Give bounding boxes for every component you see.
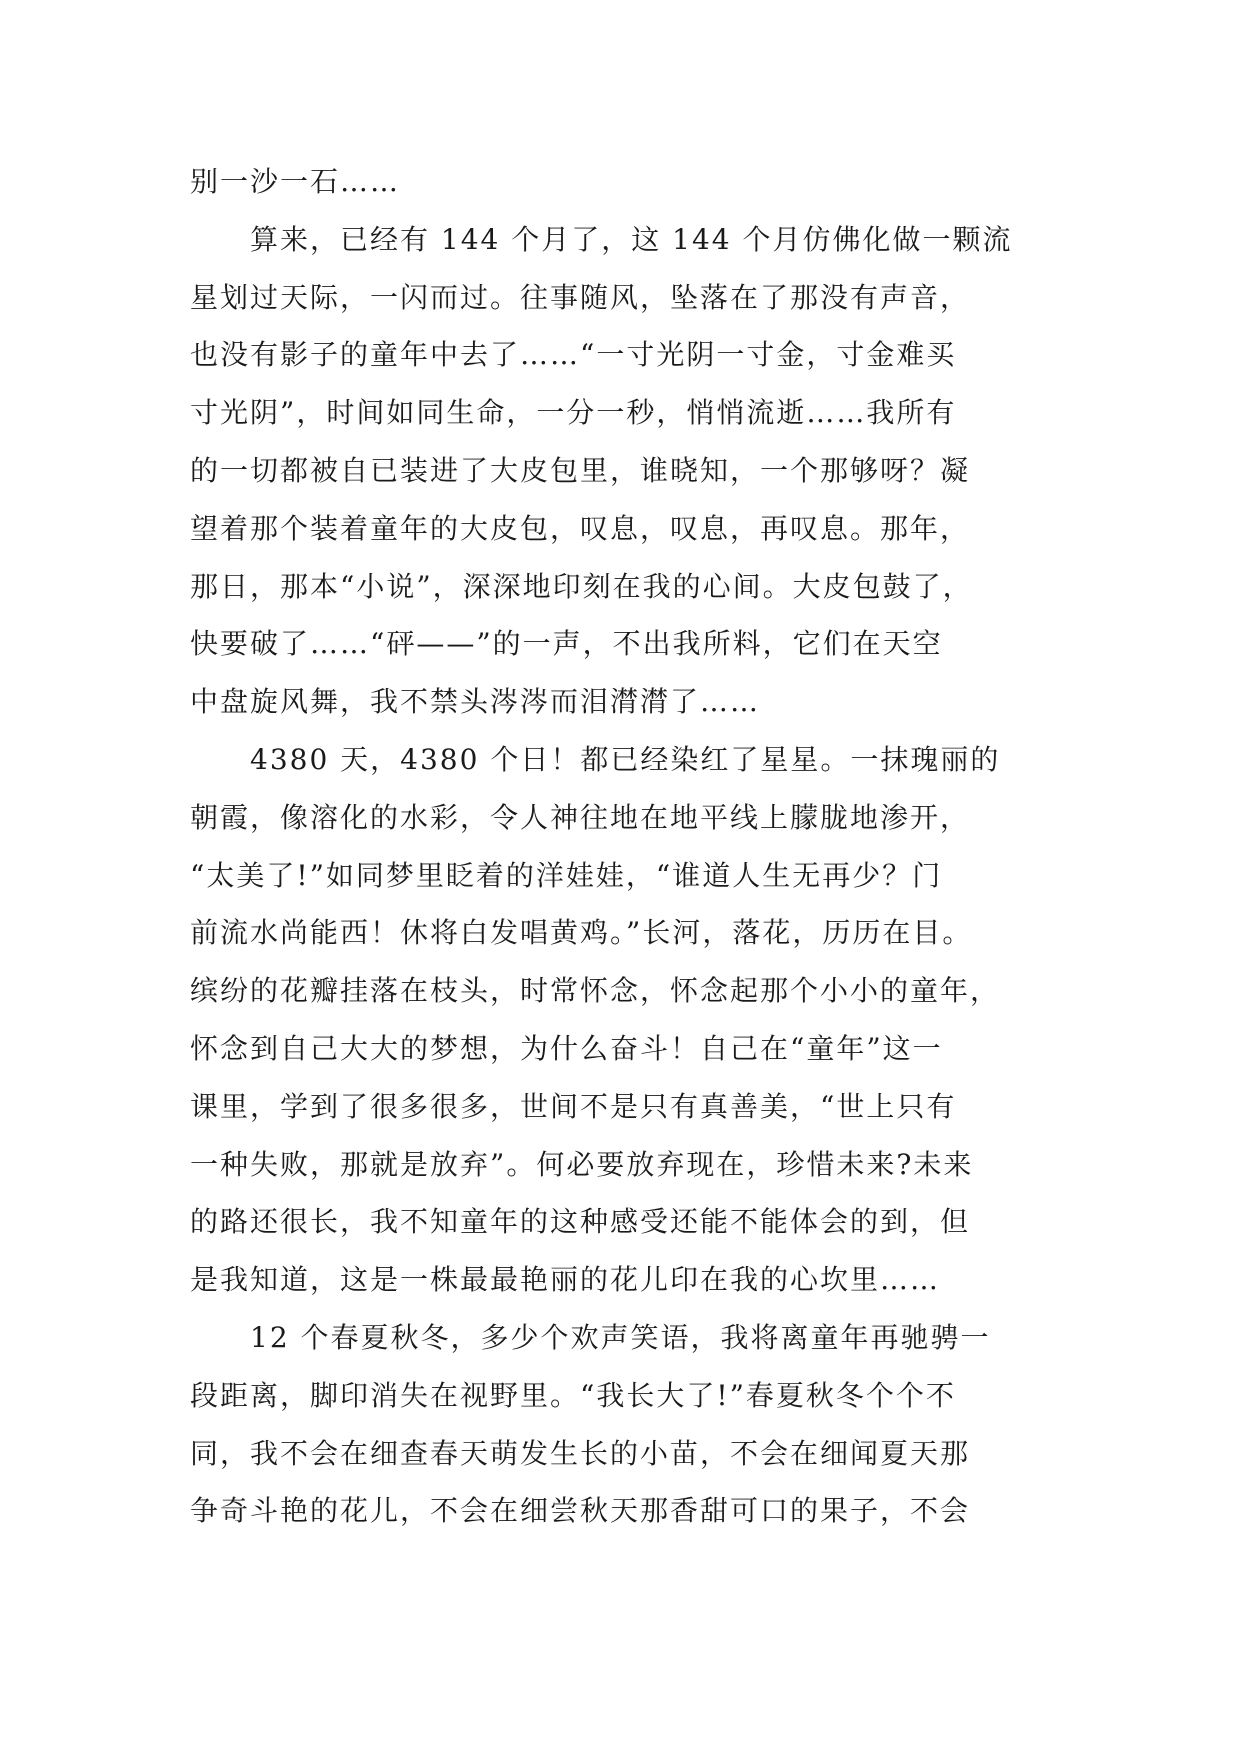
text-line-4: 也没有影子的童年中去了……“一寸光阴一寸金，寸金难买 bbox=[190, 338, 957, 372]
text-line-10: 中盘旋风舞，我不禁头涔涔而泪潸潸了…… bbox=[190, 685, 761, 719]
text-line-3: 星划过天际，一闪而过。往事随风，坠落在了那没有声音， bbox=[190, 280, 971, 314]
text-line-22: 段距离，脚印消失在视野里。“我长大了!”春夏秋冬个个不 bbox=[190, 1378, 956, 1412]
text-line-17: 课里，学到了很多很多，世间不是只有真善美，“世上只有 bbox=[190, 1089, 957, 1123]
text-line-14: 前流水尚能西！休将白发唱黄鸡。”长河，落花，历历在目。 bbox=[190, 916, 973, 950]
text-line-20: 是我知道，这是一株最最艳丽的花儿印在我的心坎里…… bbox=[190, 1263, 941, 1297]
text-line-7: 望着那个装着童年的大皮包，叹息，叹息，再叹息。那年， bbox=[190, 511, 971, 545]
text-line-6: 的一切都被自已装进了大皮包里，谁晓知，一个那够呀？凝 bbox=[190, 453, 971, 487]
text-line-19: 的路还很长，我不知童年的这种感受还能不能体会的到，但 bbox=[190, 1205, 971, 1239]
text-line-16: 怀念到自己大大的梦想，为什么奋斗！自己在“童年”这一 bbox=[190, 1031, 943, 1065]
text-line-15: 缤纷的花瓣挂落在枝头，时常怀念，怀念起那个小小的童年， bbox=[190, 974, 1001, 1008]
text-line-1: 别一沙一石…… bbox=[190, 165, 401, 198]
text-line-12: 朝霞，像溶化的水彩，令人神往地在地平线上朦胧地渗开， bbox=[190, 800, 971, 834]
text-line-18: 一种失败，那就是放弃”。何必要放弃现在，珍惜未来?未来 bbox=[190, 1147, 974, 1181]
text-line-11: 4380 天，4380 个日！都已经染红了星星。一抹瑰丽的 bbox=[250, 742, 1001, 776]
text-line-21: 12 个春夏秋冬，多少个欢声笑语，我将离童年再驰骋一 bbox=[250, 1320, 991, 1354]
document-page bbox=[190, 153, 1056, 1540]
text-line-2: 算来，已经有 144 个月了，这 144 个月仿佛化做一颗流 bbox=[250, 222, 1013, 256]
text-line-9: 快要破了……“砰——”的一声，不出我所料，它们在天空 bbox=[190, 627, 943, 661]
text-line-13: “太美了!”如同梦里眨着的洋娃娃，“谁道人生无再少？门 bbox=[190, 858, 943, 892]
text-line-8: 那日，那本“小说”，深深地印刻在我的心间。大皮包鼓了， bbox=[190, 569, 973, 603]
text-line-24: 争奇斗艳的花儿，不会在细尝秋天那香甜可口的果子，不会 bbox=[190, 1494, 971, 1528]
text-line-23: 同，我不会在细查春天萌发生长的小苗，不会在细闻夏天那 bbox=[190, 1436, 971, 1470]
text-line-5: 寸光阴”，时间如同生命，一分一秒，悄悄流逝……我所有 bbox=[190, 396, 957, 430]
